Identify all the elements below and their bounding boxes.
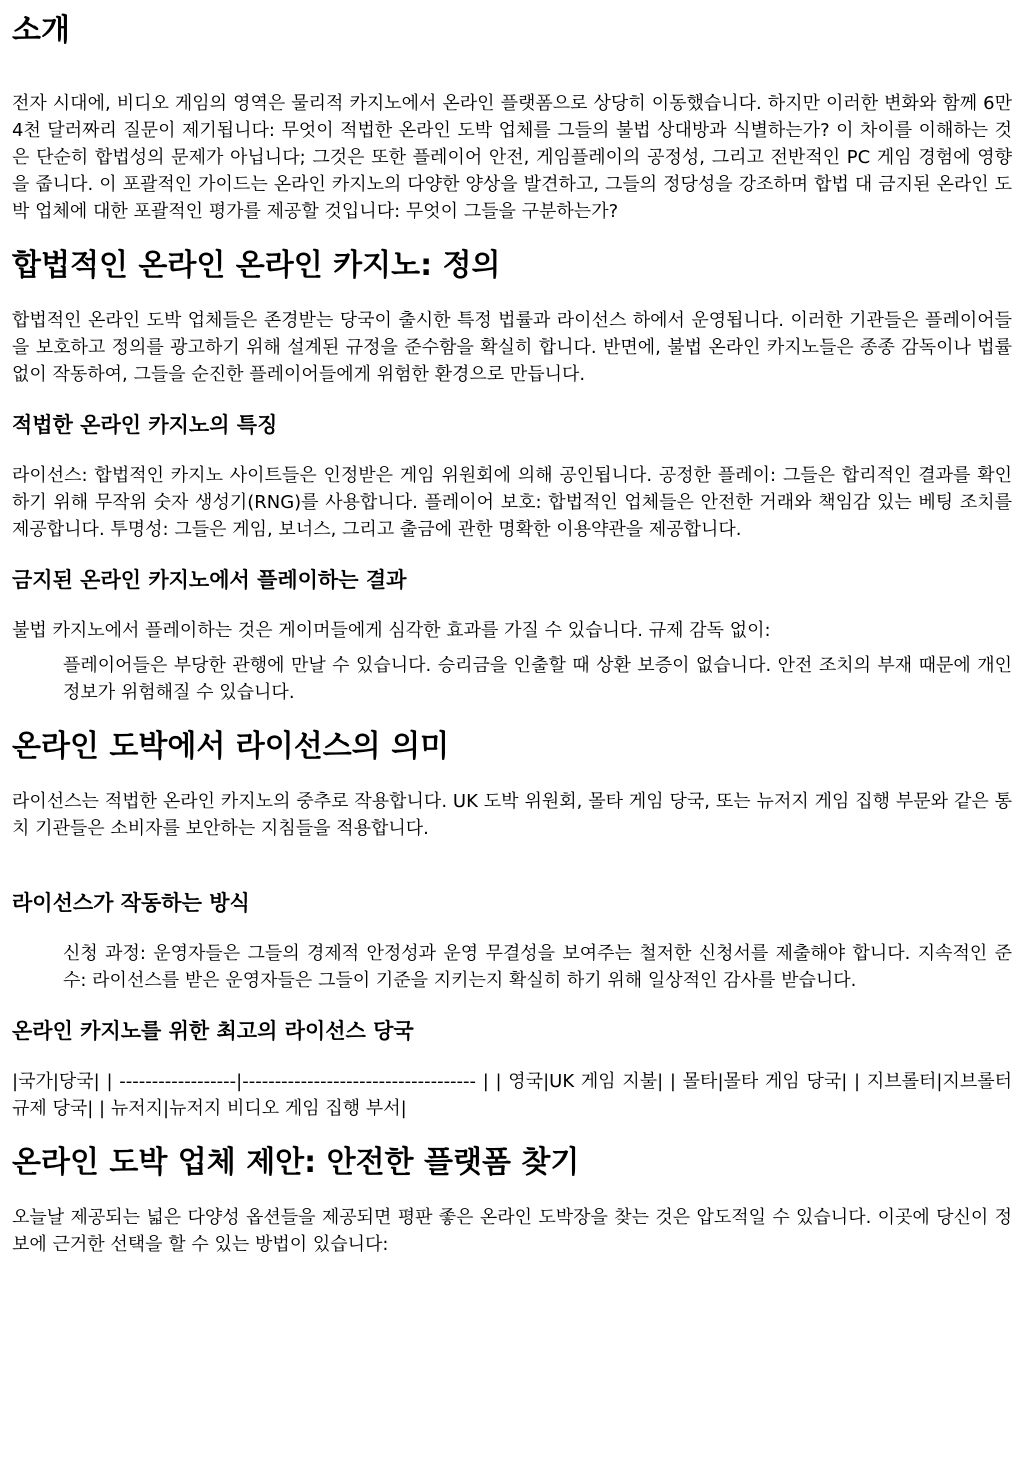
offer-paragraph: 오늘날 제공되는 넓은 다양성 옵션들을 제공되면 평판 좋은 온라인 도박장을 찾는 것은 압도적일 수 있습니다. 이곳에 당신이 정보에 근거한 선택을 할 수 있는 방법이 있습니다: (12, 1207, 1012, 1255)
license-paragraph: 라이선스는 적법한 온라인 카지노의 중추로 작용합니다. UK 도박 위원회, 몰타 게임 당국, 또는 뉴저지 게임 집행 부문와 같은 통치 기관들은 소비자를 보안하는 지침들을 적용합니다. (12, 791, 1012, 839)
legal-casino-heading: 합법적인 온라인 온라인 카지노: 정의 (12, 248, 501, 283)
how-license-works-heading: 라이선스가 작동하는 방식 (12, 891, 250, 915)
features-heading: 적법한 온라인 카지노의 특징 (12, 413, 278, 437)
consequences-paragraph: 불법 카지노에서 플레이하는 것은 게이머들에게 심각한 효과를 가질 수 있습니다. 규제 감독 없이: (12, 620, 771, 641)
how-license-works-text: 신청 과정: 운영자들은 그들의 경제적 안정성과 운영 무결성을 보여주는 철저한 신청서를 제출해야 합니다. 지속적인 준수: 라이선스를 받은 운영자들은 그들이 기준을 지키는지 확실히 하기 위해 일상적인 감사를 받습니다. (63, 943, 1012, 991)
consequences-list-text: 플레이어들은 부당한 관행에 만날 수 있습니다. 승리금을 인출할 때 상환 보증이 없습니다. 안전 조치의 부재 때문에 개인 정보가 위험해질 수 있습니다. (63, 655, 1012, 703)
article (0, 12, 1024, 1258)
best-authorities-heading: 온라인 카지노를 위한 최고의 라이선스 당국 (12, 1019, 414, 1043)
spacer (12, 50, 1012, 74)
features-paragraph: 라이선스: 합법적인 카지노 사이트들은 인정받은 게임 위원회에 의해 공인됩니다. 공정한 플레이: 그들은 합리적인 결과를 확인하기 위해 무작위 숫자 생성기(RNG)를 사용합니다. 플레이어 보호: 합법적인 업체들은 안전한 거래와 책임감 있는 베팅 조치를 제공합니다. 투명성: 그들은 게임, 보너스, 그리고 출금에 관한 명확한 이용약관을 제공합니다. (12, 465, 1012, 540)
intro-heading: 소개 (12, 13, 70, 48)
offer-heading: 온라인 도박 업체 제안: 안전한 플랫폼 찾기 (12, 1145, 580, 1180)
legal-casino-paragraph: 합법적인 온라인 도박 업체들은 존경받는 당국이 출시한 특정 법률과 라이선스 하에서 운영됩니다. 이러한 기관들은 플레이어들을 보호하고 정의를 광고하기 위해 설계된 규정을 준수함을 확실히 합니다. 반면에, 불법 온라인 카지노들은 종종 감독이나 법률 없이 작동하여, 그들을 순진한 플레이어들에게 위험한 환경으로 만듭니다. (12, 310, 1012, 385)
consequences-heading: 금지된 온라인 카지노에서 플레이하는 결과 (12, 568, 407, 592)
intro-paragraph: 전자 시대에, 비디오 게임의 영역은 물리적 카지노에서 온라인 플랫폼으로 상당히 이동했습니다. 하지만 이러한 변화와 함께 6만 4천 달러짜리 질문이 제기됩니다: 무엇이 적법한 온라인 도박 업체를 그들의 불법 상대방과 식별하는가? 이 차이를 이해하는 것은 단순히 합법성의 문제가 아닙니다; 그것은 또한 플레이어 안전, 게임플레이의 공정성, 그리고 전반적인 PC 게임 경험에 영향을 줍니다. 이 포괄적인 가이드는 온라인 카지노의 다양한 양상을 발견하고, 그들의 정당성을 강조하며 합법 대 금지된 온라인 도박 업체에 대한 포괄적인 평가를 제공할 것입니다: 무엇이 그들을 구분하는가? (12, 93, 1012, 222)
license-heading: 온라인 도박에서 라이선스의 의미 (12, 729, 450, 764)
authorities-table-text: |국가|당국| | ------------------|------------------------------------ | | 영국|UK 게임 지불| | 몰타|몰타 게임 당국| | 지브롤터|지브롤터 규제 당국| | 뉴저지|뉴저지 비디오 게임 집행 부서| (12, 1071, 1012, 1119)
